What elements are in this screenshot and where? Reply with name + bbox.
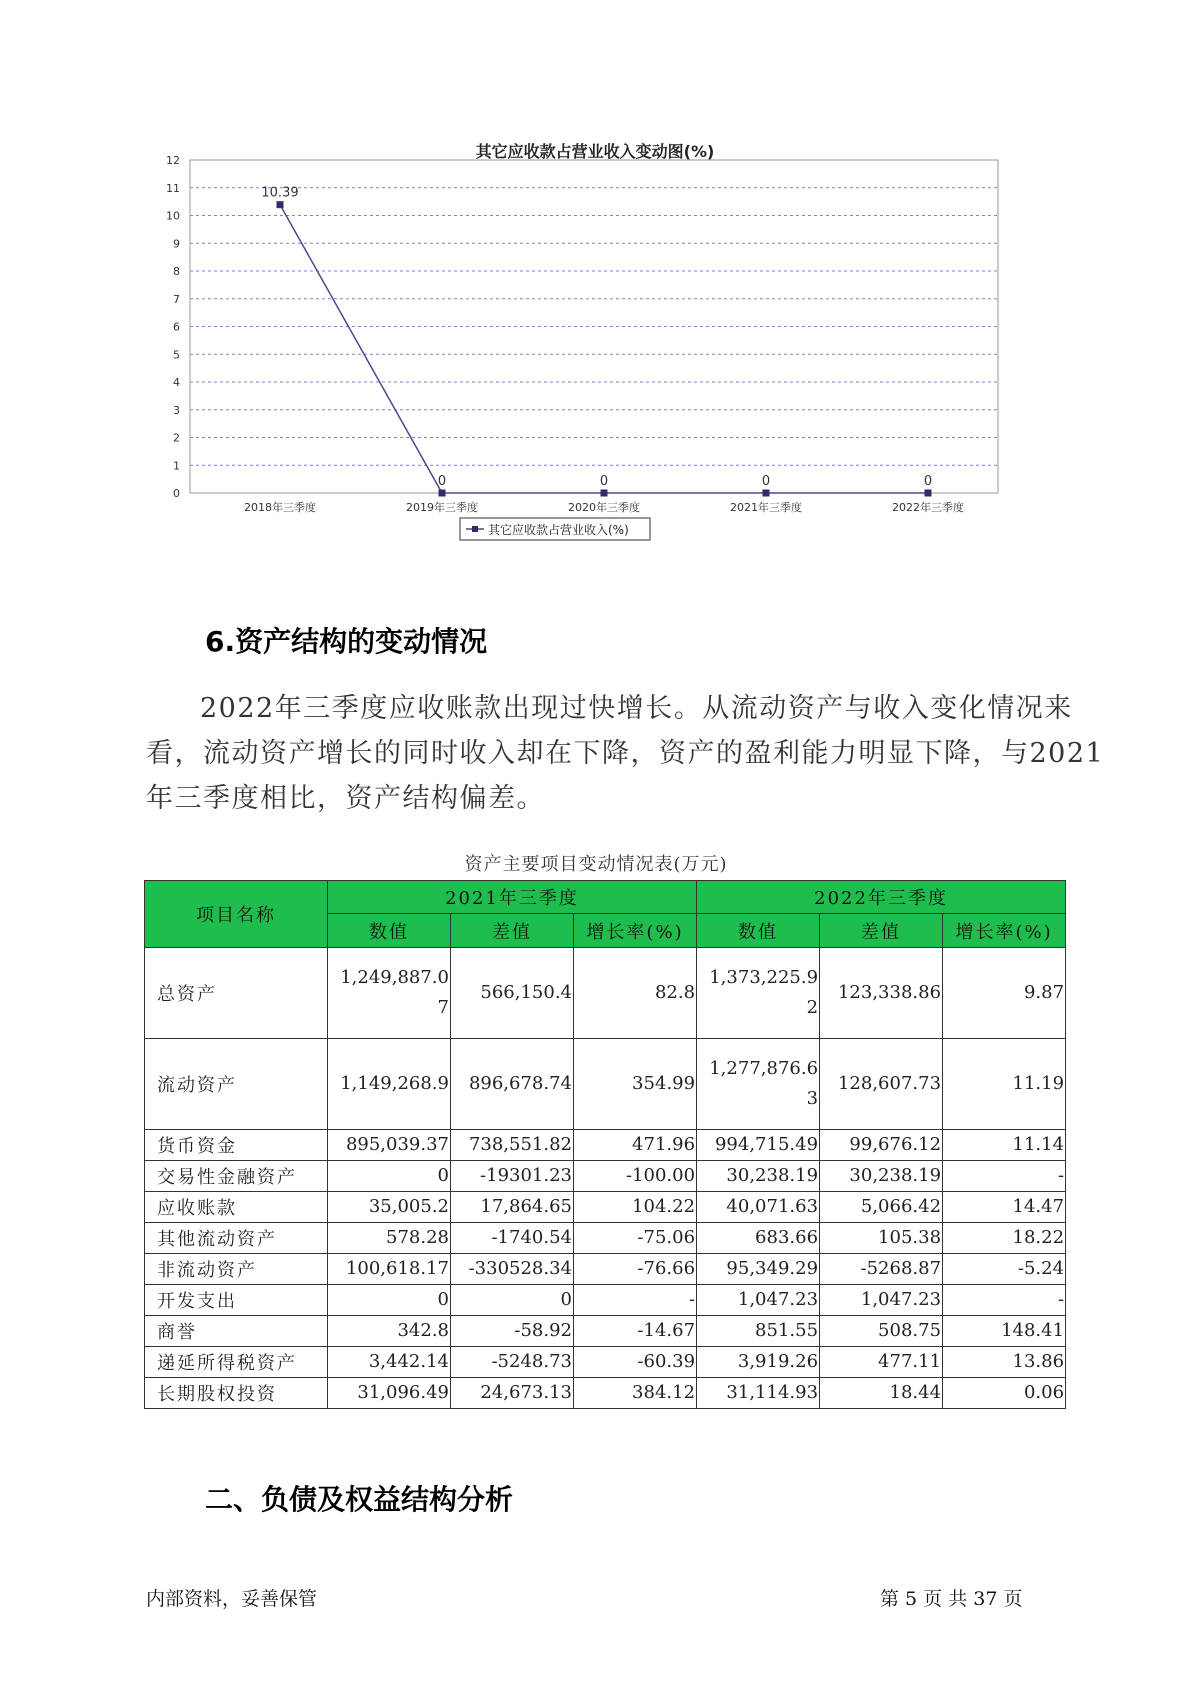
header-value: 数值 — [697, 914, 820, 948]
table-cell: 566,150.4 — [451, 948, 574, 1039]
table-cell: 5,066.42 — [820, 1192, 943, 1223]
table-cell: 471.96 — [574, 1130, 697, 1161]
legend — [460, 518, 650, 540]
table-cell: 35,005.2 — [328, 1192, 451, 1223]
x-axis — [244, 500, 964, 514]
data-point — [925, 490, 932, 497]
table-cell: 18.44 — [820, 1378, 943, 1409]
table-cell: -60.39 — [574, 1347, 697, 1378]
row-item-name: 非流动资产 — [145, 1254, 328, 1285]
y-tick-label: 8 — [173, 265, 180, 278]
data-point — [277, 201, 284, 208]
table-cell: 14.47 — [943, 1192, 1066, 1223]
table-row — [145, 1254, 1066, 1285]
header-diff: 差值 — [451, 914, 574, 948]
table-cell: 30,238.19 — [697, 1161, 820, 1192]
data-label: 0 — [923, 474, 933, 489]
table-row — [145, 1316, 1066, 1347]
table-cell: 40,071.63 — [697, 1192, 820, 1223]
table-cell: 100,618.17 — [328, 1254, 451, 1285]
legend-label: 其它应收款占营业收入(%) — [488, 523, 629, 537]
table-cell: 148.41 — [943, 1316, 1066, 1347]
y-tick-label: 2 — [173, 431, 180, 445]
data-label: 0 — [761, 474, 771, 489]
table-cell: 578.28 — [328, 1223, 451, 1254]
table-cell: 24,673.13 — [451, 1378, 574, 1409]
table-cell: 0 — [328, 1285, 451, 1316]
paragraph-line: 看，流动资产增长的同时收入却在下降，资产的盈利能力明显下降，与2021 — [146, 738, 1105, 769]
y-tick-label: 3 — [173, 403, 180, 417]
table-cell: 477.11 — [820, 1347, 943, 1378]
data-point — [439, 490, 446, 497]
row-item-name: 长期股权投资 — [145, 1378, 328, 1409]
row-item-name: 交易性金融资产 — [145, 1161, 328, 1192]
header-period-2021: 2021年三季度 — [328, 881, 697, 914]
table-cell: -76.66 — [574, 1254, 697, 1285]
analysis-paragraph — [146, 686, 1105, 821]
section-2-heading: 二、负债及权益结构分析 — [205, 1483, 514, 1516]
table-cell: -58.92 — [451, 1316, 574, 1347]
asset-change-table — [144, 880, 1066, 1409]
table-cell: 1,277,876.63 — [697, 1039, 820, 1130]
table-cell: 1,373,225.92 — [697, 948, 820, 1039]
table-row — [145, 1161, 1066, 1192]
x-tick-label: 2020年三季度 — [568, 501, 640, 514]
table-cell: 0 — [451, 1285, 574, 1316]
legend-marker — [472, 526, 478, 532]
row-item-name: 商誉 — [145, 1316, 328, 1347]
table-cell: 31,114.93 — [697, 1378, 820, 1409]
y-tick-label: 1 — [173, 459, 180, 473]
x-tick-label: 2021年三季度 — [730, 501, 802, 514]
table-cell: 1,149,268.9 — [328, 1039, 451, 1130]
y-tick-label: 4 — [173, 376, 180, 389]
row-item-name: 开发支出 — [145, 1285, 328, 1316]
row-item-name: 货币资金 — [145, 1130, 328, 1161]
table-cell: -75.06 — [574, 1223, 697, 1254]
table-cell: - — [943, 1285, 1066, 1316]
table-cell: 683.66 — [697, 1223, 820, 1254]
y-axis — [166, 154, 180, 500]
chart-grid — [190, 160, 998, 465]
table-cell: 82.8 — [574, 948, 697, 1039]
paragraph-line: 2022年三季度应收账款出现过快增长。从流动资产与收入变化情况来 — [200, 693, 1073, 724]
table-cell: 3,442.14 — [328, 1347, 451, 1378]
x-tick-label: 2019年三季度 — [406, 501, 478, 514]
table-cell: 738,551.82 — [451, 1130, 574, 1161]
y-tick-label: 11 — [166, 181, 180, 195]
table-row — [145, 948, 1066, 1039]
header-period-2022: 2022年三季度 — [697, 881, 1066, 914]
header-rate: 增长率(%) — [574, 914, 697, 948]
section-6-heading: 6.资产结构的变动情况 — [205, 625, 488, 658]
table-cell: 128,607.73 — [820, 1039, 943, 1130]
table-cell: 99,676.12 — [820, 1130, 943, 1161]
table-cell: 0 — [328, 1161, 451, 1192]
table-cell: 994,715.49 — [697, 1130, 820, 1161]
row-item-name: 应收账款 — [145, 1192, 328, 1223]
table-cell: -19301.23 — [451, 1161, 574, 1192]
table-cell: -1740.54 — [451, 1223, 574, 1254]
x-tick-label: 2022年三季度 — [892, 501, 964, 514]
header-diff: 差值 — [820, 914, 943, 948]
table-cell: 0.06 — [943, 1378, 1066, 1409]
footer-confidential: 内部资料，妥善保管 — [146, 1588, 318, 1610]
line-chart — [140, 135, 1040, 595]
table-cell: 18.22 — [943, 1223, 1066, 1254]
table-cell: -100.00 — [574, 1161, 697, 1192]
table-cell: 105.38 — [820, 1223, 943, 1254]
data-label: 10.39 — [261, 185, 299, 201]
y-tick-label: 7 — [173, 292, 180, 306]
table-cell: 3,919.26 — [697, 1347, 820, 1378]
table-row — [145, 1347, 1066, 1378]
table-cell: 31,096.49 — [328, 1378, 451, 1409]
row-item-name: 其他流动资产 — [145, 1223, 328, 1254]
footer-page-number: 第 5 页 共 37 页 — [880, 1588, 1023, 1610]
table-cell: -330528.34 — [451, 1254, 574, 1285]
table-cell: 354.99 — [574, 1039, 697, 1130]
header-value: 数值 — [328, 914, 451, 948]
table-cell: 9.87 — [943, 948, 1066, 1039]
data-label: 0 — [599, 474, 609, 489]
table-cell: 1,047.23 — [697, 1285, 820, 1316]
table-cell: -14.67 — [574, 1316, 697, 1347]
table-row — [145, 1130, 1066, 1161]
header-rate: 增长率(%) — [943, 914, 1066, 948]
table-cell: 11.19 — [943, 1039, 1066, 1130]
series-line — [280, 205, 928, 493]
table-row — [145, 1223, 1066, 1254]
table-cell: 508.75 — [820, 1316, 943, 1347]
row-item-name: 总资产 — [145, 948, 328, 1039]
chart-series — [261, 186, 932, 497]
table-cell: 11.14 — [943, 1130, 1066, 1161]
table-cell: - — [574, 1285, 697, 1316]
table-cell: - — [943, 1161, 1066, 1192]
data-label: 0 — [437, 474, 447, 489]
y-tick-label: 12 — [166, 154, 180, 167]
table-cell: 13.86 — [943, 1347, 1066, 1378]
table-cell: 95,349.29 — [697, 1254, 820, 1285]
table-row — [145, 1039, 1066, 1130]
table-cell: 384.12 — [574, 1378, 697, 1409]
row-item-name: 流动资产 — [145, 1039, 328, 1130]
table-title: 资产主要项目变动情况表(万元) — [464, 854, 728, 875]
y-tick-label: 6 — [173, 320, 180, 334]
table-cell: 896,678.74 — [451, 1039, 574, 1130]
y-tick-label: 5 — [173, 348, 180, 362]
header-item-name: 项目名称 — [145, 881, 328, 948]
y-tick-label: 0 — [173, 487, 180, 500]
table-cell: -5.24 — [943, 1254, 1066, 1285]
paragraph-line: 年三季度相比，资产结构偏差。 — [146, 783, 545, 814]
x-tick-label: 2018年三季度 — [244, 501, 316, 514]
table-row — [145, 1192, 1066, 1223]
table-cell: 123,338.86 — [820, 948, 943, 1039]
table-cell: 1,249,887.07 — [328, 948, 451, 1039]
row-item-name: 递延所得税资产 — [145, 1347, 328, 1378]
table-cell: 1,047.23 — [820, 1285, 943, 1316]
table-cell: 851.55 — [697, 1316, 820, 1347]
table-cell: 342.8 — [328, 1316, 451, 1347]
y-tick-label: 9 — [173, 237, 180, 251]
y-tick-label: 10 — [166, 209, 180, 223]
table-cell: 895,039.37 — [328, 1130, 451, 1161]
table-row — [145, 1378, 1066, 1409]
table-cell: 30,238.19 — [820, 1161, 943, 1192]
table-cell: -5268.87 — [820, 1254, 943, 1285]
table-cell: 17,864.65 — [451, 1192, 574, 1223]
chart-title: 其它应收款占营业收入变动图(%) — [475, 142, 715, 161]
table-row — [145, 1285, 1066, 1316]
table-cell: -5248.73 — [451, 1347, 574, 1378]
table-cell: 104.22 — [574, 1192, 697, 1223]
data-point — [601, 490, 608, 497]
data-point — [763, 490, 770, 497]
